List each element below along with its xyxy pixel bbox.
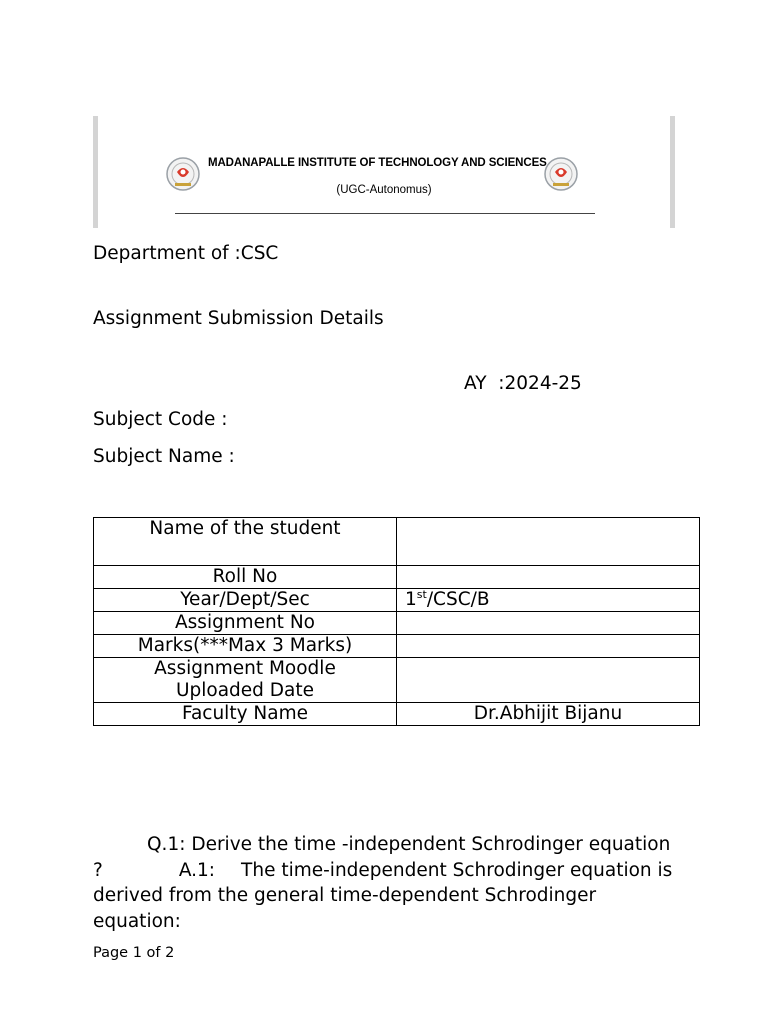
submission-details-table bbox=[93, 517, 700, 726]
table-row bbox=[94, 703, 700, 726]
subject-name-line: Subject Name : bbox=[93, 446, 235, 467]
question-answer-paragraph bbox=[93, 832, 673, 934]
table-label-cell: Year/Dept/Sec bbox=[94, 589, 397, 612]
question-text: Q.1: Derive the time -independent Schrodinger equation ? bbox=[93, 834, 671, 881]
table-row bbox=[94, 566, 700, 589]
table-label-cell: Name of the student bbox=[94, 518, 397, 566]
institution-seal-right-icon bbox=[543, 156, 579, 192]
table-row bbox=[94, 635, 700, 658]
table-label-cell: Faculty Name bbox=[94, 703, 397, 726]
table-row bbox=[94, 589, 700, 612]
table-row bbox=[94, 658, 700, 703]
department-line: Department of :CSC bbox=[93, 243, 279, 264]
letterhead bbox=[93, 116, 675, 228]
table-value-cell bbox=[397, 589, 700, 612]
faculty-name-value: Dr.Abhijit Bijanu bbox=[397, 703, 700, 726]
table-value-cell bbox=[397, 566, 700, 589]
page-number: Page 1 of 2 bbox=[93, 945, 175, 961]
table-value-cell bbox=[397, 612, 700, 635]
letterhead-border-left bbox=[93, 116, 98, 228]
table-value-cell bbox=[397, 635, 700, 658]
year-ordinal-suffix: st bbox=[416, 587, 427, 601]
table-row bbox=[94, 518, 700, 566]
academic-year: AY :2024-25 bbox=[464, 373, 582, 394]
subject-code-line: Subject Code : bbox=[93, 409, 228, 430]
table-label-cell: Assignment No bbox=[94, 612, 397, 635]
table-value-cell bbox=[397, 658, 700, 703]
institution-status: (UGC-Autonomus) bbox=[336, 184, 432, 196]
table-label-cell: Roll No bbox=[94, 566, 397, 589]
table-value-cell bbox=[397, 518, 700, 566]
table-label-cell bbox=[94, 658, 397, 703]
table-row bbox=[94, 612, 700, 635]
letterhead-rule bbox=[175, 213, 595, 214]
label-line: Uploaded Date bbox=[175, 680, 315, 701]
answer-text: The time-independent Schrodinger equation is derived from the general time-dependent Schrodinger equation: bbox=[93, 859, 673, 932]
document-heading: Assignment Submission Details bbox=[93, 308, 384, 329]
answer-label: A.1: bbox=[178, 859, 216, 881]
institution-name: MADANAPALLE INSTITUTE OF TECHNOLOGY AND SCIENCES bbox=[208, 157, 547, 169]
letterhead-border-right bbox=[670, 116, 675, 228]
label-line: Assignment Moodle bbox=[154, 658, 336, 679]
year-value: 1 bbox=[405, 589, 417, 610]
dept-sec-value: /CSC/B bbox=[426, 589, 490, 610]
table-label-cell: Marks(***Max 3 Marks) bbox=[94, 635, 397, 658]
